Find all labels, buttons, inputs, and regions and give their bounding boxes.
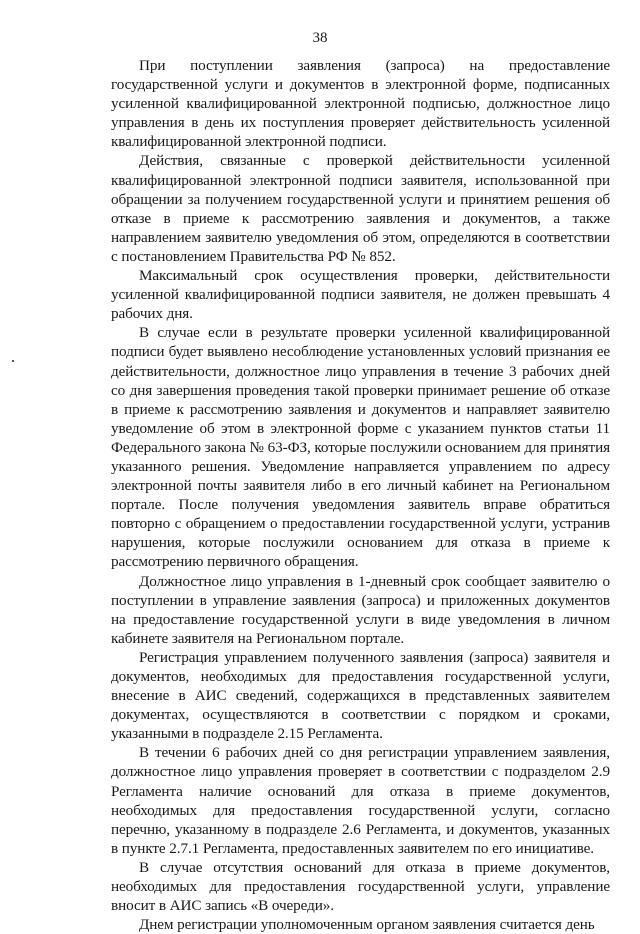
- page-number: 38: [312, 30, 328, 46]
- paragraph: В случае если в результате проверки усиленной квалифицированной подписи будет выявлено несоблюдение установленных условий признания ее действительности, должностное лицо управления в течение 3 рабочих дней со дня завершения проведения такой проверки принимает решение об отказе в приеме к рассмотрению заявления и документов и направляет заявителю уведомление об этом в электронной форме с указанием пунктов статьи 11 Федерального закона № 63-ФЗ, которые послужили основанием для принятия указанного решения. Уведомление направляется управлением по адресу электронной почты заявителя либо в его личный кабинет на Региональном портале. После получения уведомления заявитель вправе обратиться повторно с обращением о предоставлении государственной услуги, устранив нарушения, которые послужили основанием для отказа в приеме к рассмотрению первичного обращения.: [111, 324, 610, 571]
- paragraph: Максимальный срок осуществления проверки, действительности усиленной квалифицированной подписи заявителя, не должен превышать 4 рабочих дня.: [111, 267, 610, 323]
- margin-mark: [12, 360, 14, 362]
- paragraph: Днем регистрации уполномоченным органом заявления считается день: [139, 916, 595, 934]
- body-text: [111, 56, 610, 934]
- paragraph: В течении 6 рабочих дней со дня регистрации управлением заявления, должностное лицо управления проверяет в соответствии с подразделом 2.9 Регламента наличие оснований для отказа в приеме документов, необходимых для предоставления государственной услуги, согласно перечню, указанному в подразделе 2.6 Регламента, и документов, указанных в пункте 2.7.1 Регламента, предоставленных заявителем по его инициативе.: [111, 744, 610, 857]
- paragraph: Действия, связанные с проверкой действительности усиленной квалифицированной электронной подписи заявителя, использованной при обращении за получением государственной услуги и принятием решения об отказе в приеме к рассмотрению заявления и документов, а также направлением заявителю уведомления об этом, определяются в соответствии с постановлением Правительства РФ № 852.: [111, 152, 610, 265]
- paragraph: Должностное лицо управления в 1-дневный срок сообщает заявителю о поступлении в управление заявления (запроса) и приложенных документов на предоставление государственной услуги в виде уведомления в личном кабинете заявителя на Региональном портале.: [111, 572, 610, 647]
- paragraph: Регистрация управлением полученного заявления (запроса) заявителя и документов, необходимых для предоставления государственной услуги, внесение в АИС сведений, содержащихся в представленных заявителем документах, осуществляются в соответствии с порядком и сроками, указанными в подразделе 2.15 Регламента.: [111, 648, 610, 743]
- paragraph: В случае отсутствия оснований для отказа в приеме документов, необходимых для предоставления государственной услуги, управление вносит в АИС запись «В очереди».: [111, 858, 610, 915]
- paragraph: При поступлении заявления (запроса) на предоставление государственной услуги и документов в электронной форме, подписанных усиленной квалифицированной электронной подписью, должностное лицо управления в день их поступления проверяет действительность усиленной квалифицированной электронной подписи.: [111, 57, 610, 151]
